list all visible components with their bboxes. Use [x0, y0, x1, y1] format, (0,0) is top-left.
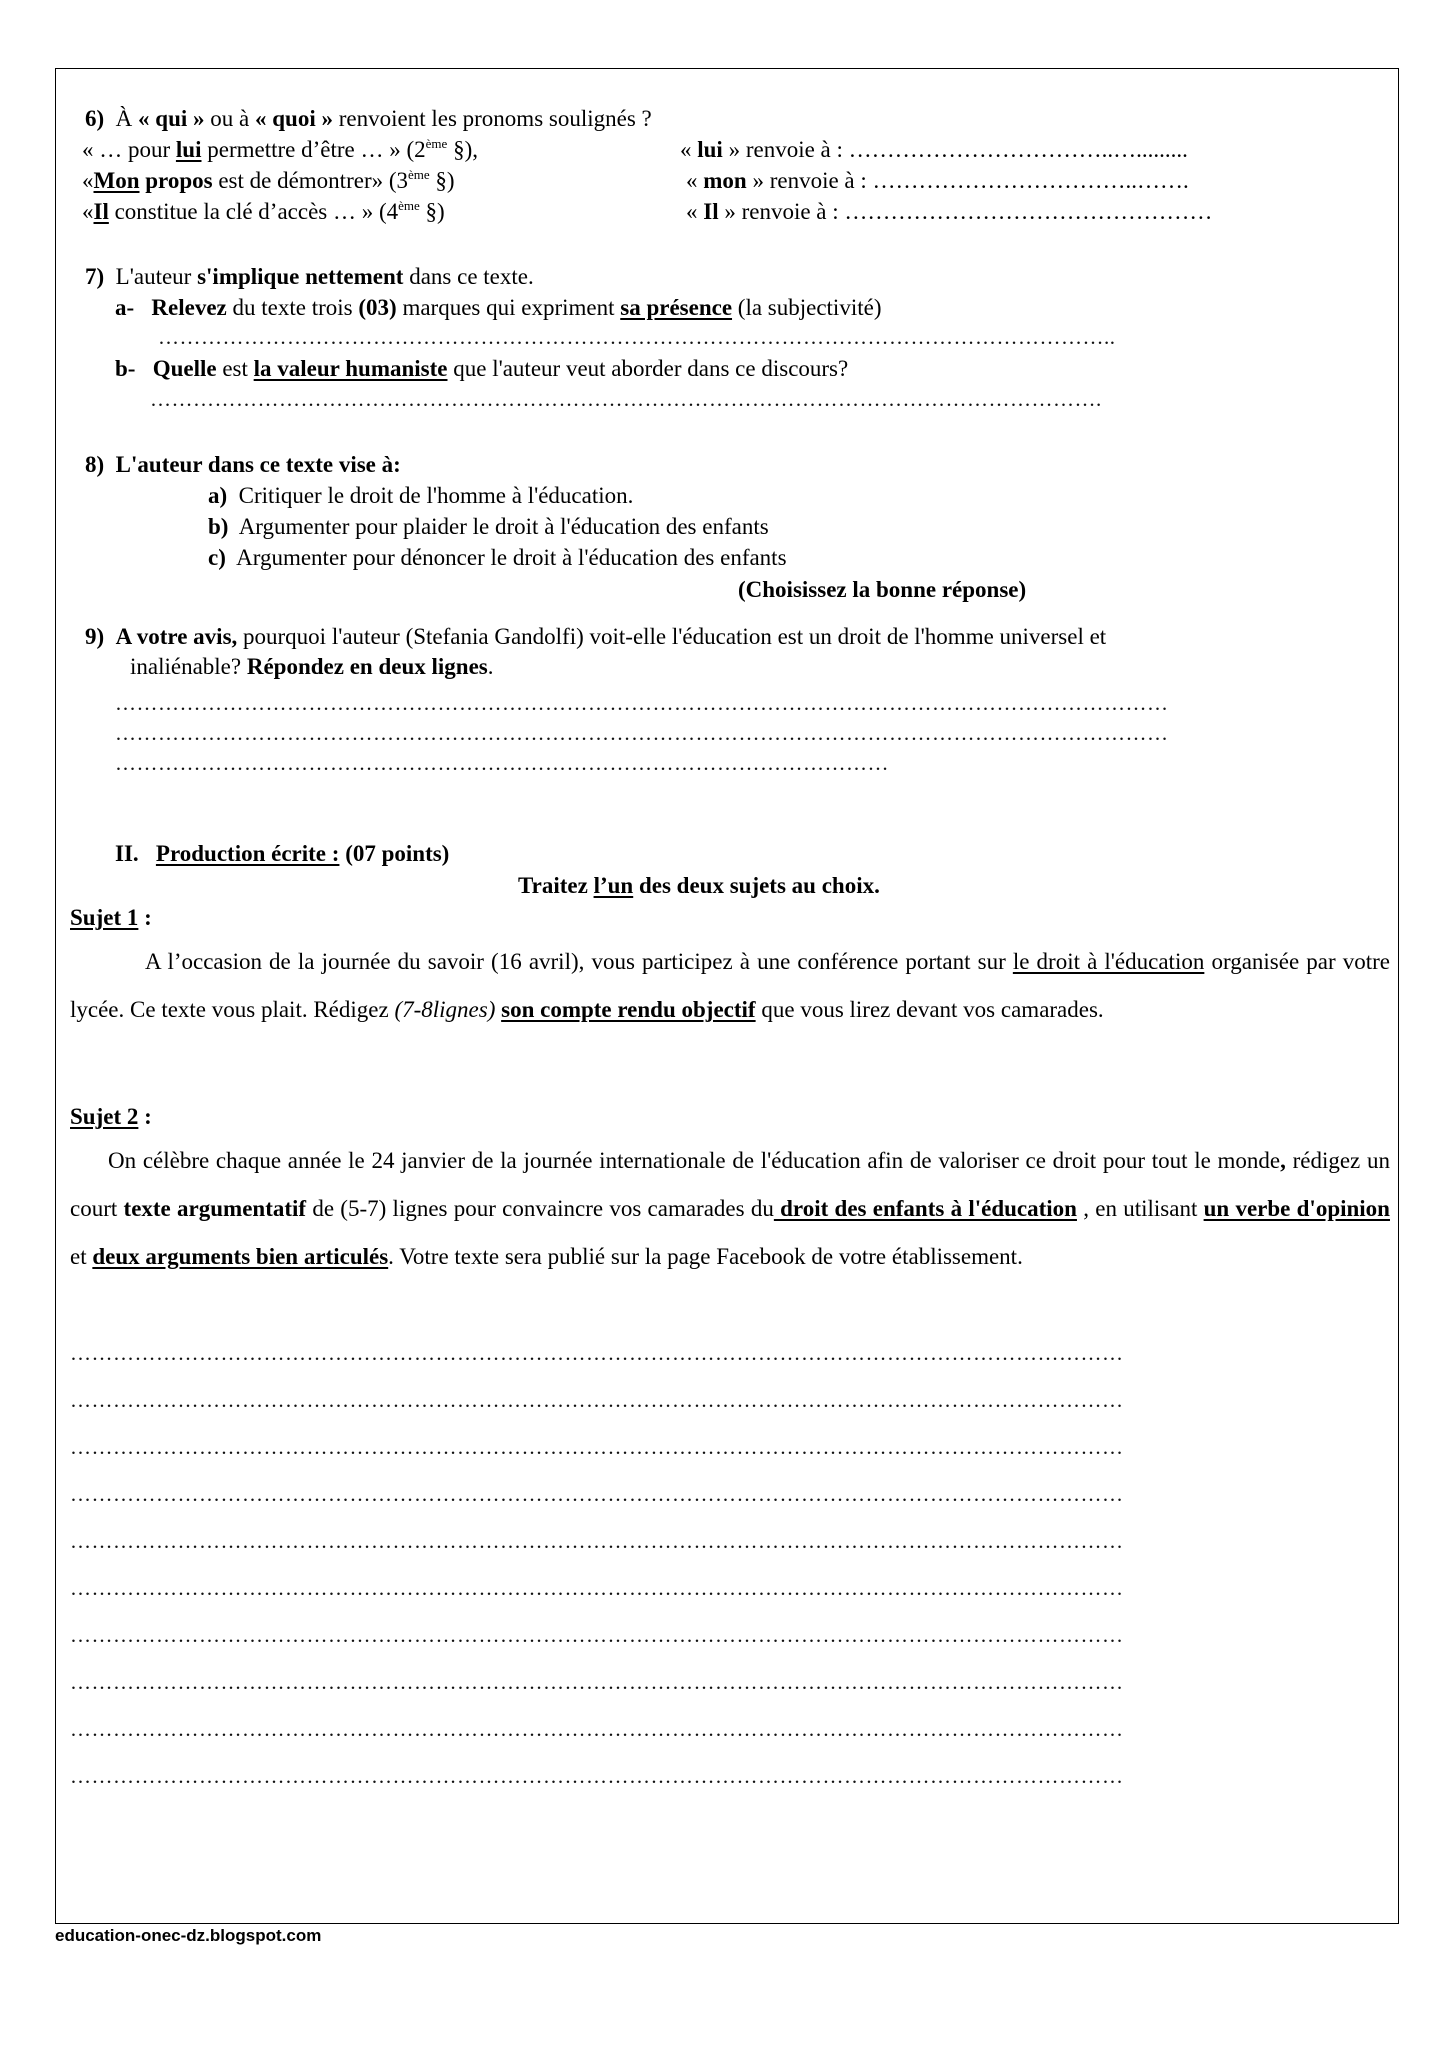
- section-instruction: Traitez l’un des deux sujets au choix.: [518, 873, 880, 898]
- sujet-1-title: Sujet 1 :: [70, 905, 152, 930]
- writing-line[interactable]: …………………………………………………………………………………………………………………………………: [70, 1576, 1124, 1600]
- footer-url[interactable]: education-onec-dz.blogspot.com: [55, 1926, 322, 1945]
- question-number: 6): [85, 106, 105, 131]
- question-number: 7): [85, 264, 105, 289]
- answer-line[interactable]: ………………………………………………………………………………………………: [115, 751, 889, 775]
- pronoun-quote-3: «Il constitue la clé d’accès … » (4ème §): [82, 198, 445, 224]
- choice-c[interactable]: c) Argumenter pour dénoncer le droit à l'éducation des enfants: [208, 545, 787, 570]
- sujet-2-text: On célèbre chaque année le 24 janvier de la journée internationale de l'éducation afin de valoriser ce droit pour tout le monde, rédigez un court texte argumentatif de (5-7) lignes pour convaincre vos camarades du droit des enfants à l'éducation , en utilisant un verbe d'opinion et deux arguments bien articulés. Votre texte sera publié sur la page Facebook de votre établissement.: [70, 1148, 1390, 1269]
- answer-line[interactable]: …………………………………………………………………………………………………………………….: [150, 387, 1102, 411]
- writing-line[interactable]: …………………………………………………………………………………………………………………………………: [70, 1764, 1124, 1788]
- question-7-heading: 7) L'auteur s'implique nettement dans ce texte.: [85, 264, 534, 289]
- writing-line[interactable]: …………………………………………………………………………………………………………………………………: [70, 1529, 1124, 1553]
- writing-line[interactable]: …………………………………………………………………………………………………………………………………: [70, 1670, 1124, 1694]
- choice-instruction: (Choisissez la bonne réponse): [738, 577, 1027, 602]
- sujet-2-title: Sujet 2 :: [70, 1104, 152, 1129]
- choice-a[interactable]: a) Critiquer le droit de l'homme à l'éducation.: [208, 483, 634, 508]
- question-7a: a- Relevez du texte trois (03) marques qui expriment sa présence (la subjectivité): [115, 295, 882, 320]
- writing-line[interactable]: …………………………………………………………………………………………………………………………………: [70, 1482, 1124, 1506]
- question-8-heading: 8) L'auteur dans ce texte vise à:: [85, 452, 401, 477]
- section-heading: II. Production écrite : (07 points): [115, 841, 450, 866]
- question-number: 8): [85, 452, 105, 477]
- choice-b[interactable]: b) Argumenter pour plaider le droit à l'éducation des enfants: [208, 514, 769, 539]
- question-number: 9): [85, 624, 105, 649]
- answer-line[interactable]: ……………………………………………………………………………………………………………………..: [158, 325, 1116, 349]
- question-9-continuation: inaliénable? Répondez en deux lignes.: [130, 654, 494, 679]
- writing-line[interactable]: …………………………………………………………………………………………………………………………………: [70, 1717, 1124, 1741]
- writing-line[interactable]: …………………………………………………………………………………………………………………………………: [70, 1435, 1124, 1459]
- pronoun-answer-3: « Il » renvoie à : …………………………………………: [686, 199, 1213, 224]
- pronoun-answer-1: « lui » renvoie à : ……………………………..….........: [680, 137, 1188, 162]
- question-6-heading: 6) À « qui » ou à « quoi » renvoient les pronoms soulignés ?: [85, 106, 652, 131]
- pronoun-quote-1: « … pour lui permettre d’être … » (2ème §),: [82, 136, 478, 162]
- sujet-1-text: A l’occasion de la journée du savoir (16 avril), vous participez à une conférence portant sur le droit à l'éducation organisée par votre lycée. Ce texte vous plait. Rédigez (7-8lignes) son compte rendu objectif que vous lirez devant vos camarades.: [70, 949, 1390, 1022]
- pronoun-answer-2: « mon » renvoie à : ……………………………..…….: [686, 168, 1189, 193]
- question-7b: b- Quelle est la valeur humaniste que l'auteur veut aborder dans ce discours?: [115, 356, 849, 381]
- question-9-heading: 9) A votre avis, pourquoi l'auteur (Stefania Gandolfi) voit-elle l'éducation est un droit de l'homme universel et: [85, 624, 1107, 649]
- pronoun-quote-2: «Mon propos est de démontrer» (3ème §): [82, 167, 455, 193]
- answer-line[interactable]: …………………………………………………………………………………………………………………………………: [115, 721, 1169, 745]
- writing-line[interactable]: …………………………………………………………………………………………………………………………………: [70, 1623, 1124, 1647]
- writing-line[interactable]: …………………………………………………………………………………………………………………………………: [70, 1341, 1124, 1365]
- answer-line[interactable]: …………………………………………………………………………………………………………………………………: [115, 691, 1169, 715]
- writing-line[interactable]: …………………………………………………………………………………………………………………………………: [70, 1388, 1124, 1412]
